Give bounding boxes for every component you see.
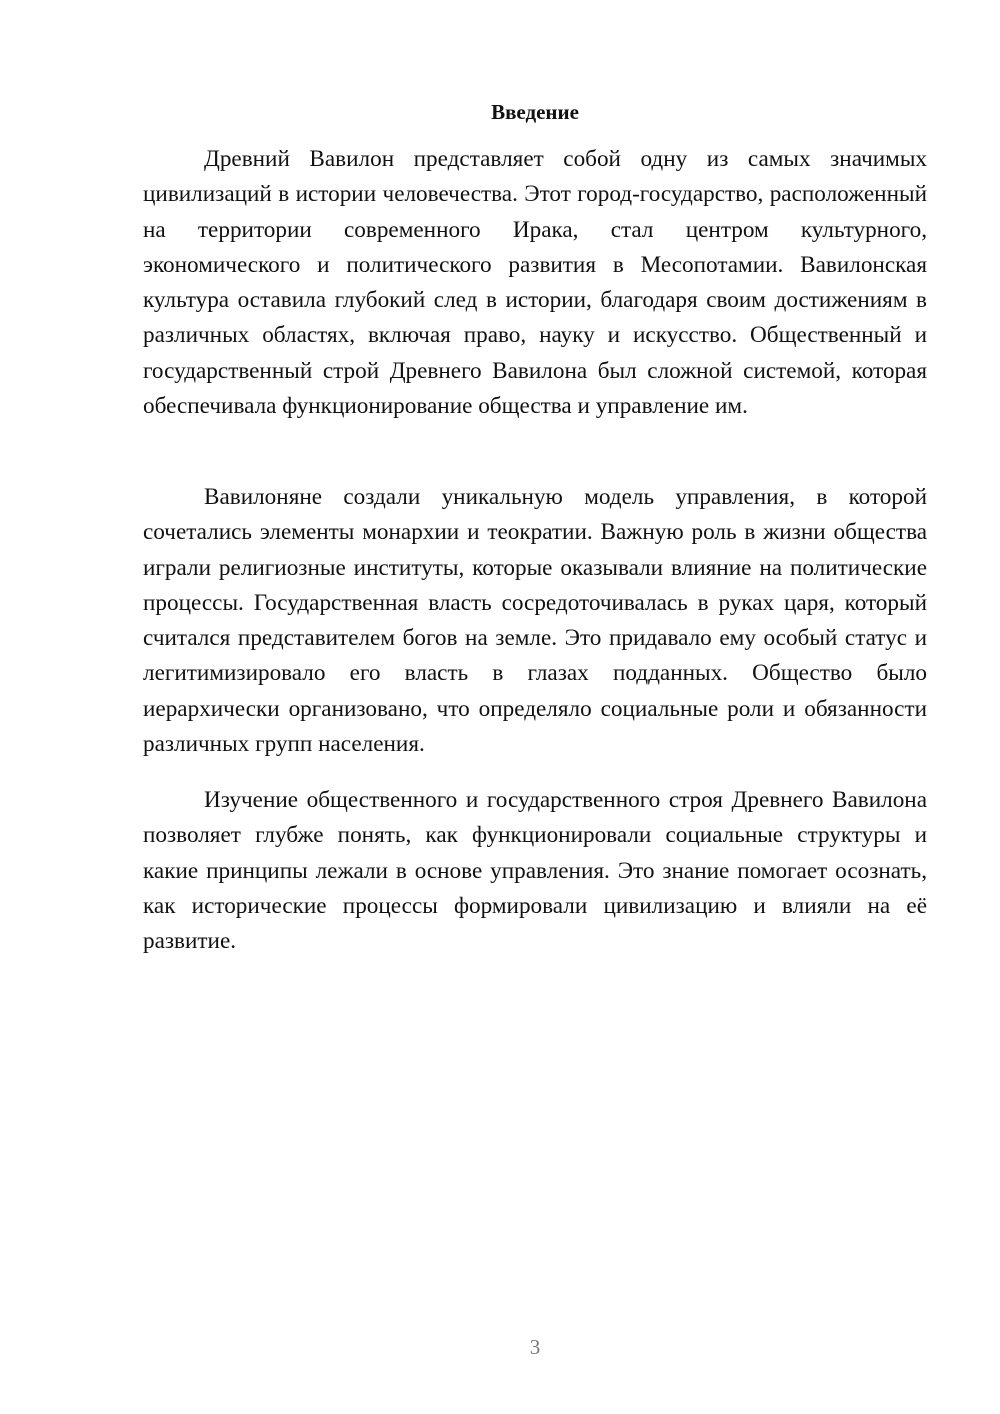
paragraph-study: Изучение общественного и государственного строя Древнего Вавилона позволяет глубже понять, как функционировали социальные структуры и какие принципы лежали в основе управления. Это знание помогает осознать, как исторические процессы формировали цивилизацию и влияли на её развитие. bbox=[143, 787, 927, 955]
section-title: Введение bbox=[491, 100, 579, 124]
paragraph-intro: Древний Вавилон представляет собой одну из самых значимых цивилизаций в истории человечества. Этот город-государство, расположенный на территории современного Ирака, стал центром культурного, экономического и политического развития в Месопотамии. Вавилонская культура оставила глубокий след в истории, благодаря своим достижениям в различных областях, включая право, науку и искусство. Общественный и государственный строй Древнего Вавилона был сложной системой, которая обеспечивала функционирование общества и управление им. bbox=[143, 146, 927, 420]
paragraph-governance: Вавилоняне создали уникальную модель управления, в которой сочетались элементы монархии и теократии. Важную роль в жизни общества играли религиозные институты, которые оказывали влияние на политические процессы. Государственная власть сосредоточивалась в руках царя, который считался представителем богов на земле. Это придавало ему особый статус и легитимизировало его власть в глазах подданных. Общество было иерархически организовано, что определяло социальные роли и обязанности различных групп населения. bbox=[143, 484, 927, 758]
page-number: 3 bbox=[529, 1335, 541, 1359]
